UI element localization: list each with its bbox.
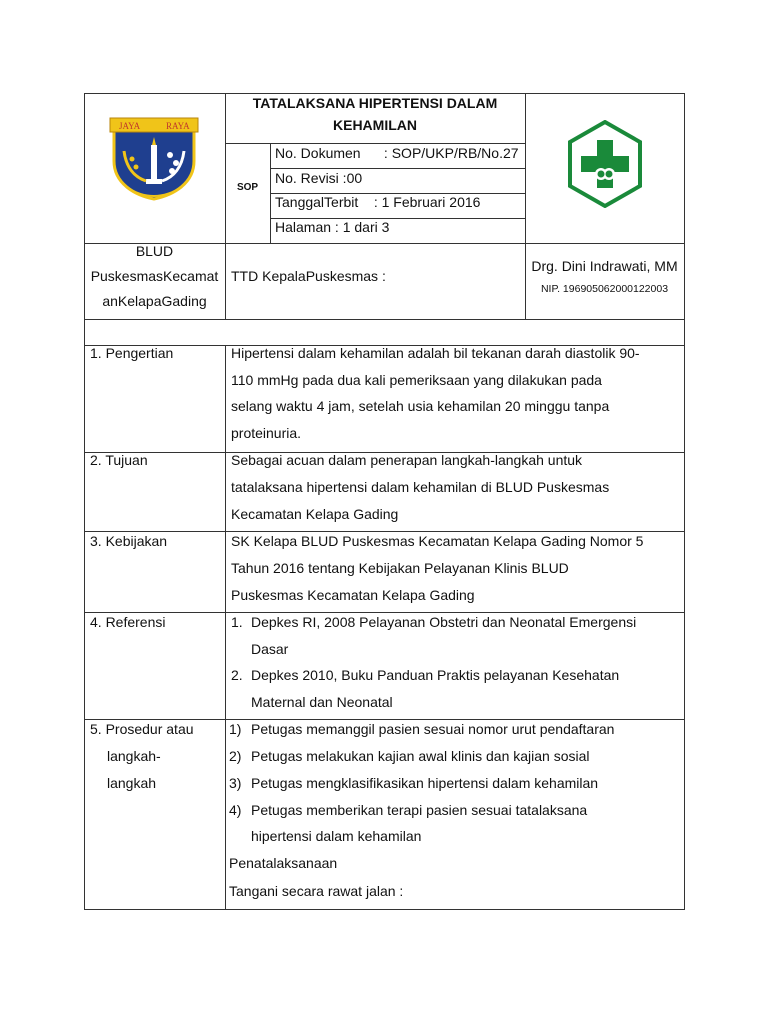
section-label-kebijakan: 3. Kebijakan (90, 533, 168, 549)
referensi-item-1-line-2: Dasar (251, 641, 289, 657)
section-label-pengertian: 1. Pengertian (90, 345, 174, 361)
prosedur-step-3-number: 3) (229, 775, 242, 791)
section-label-referensi: 4. Referensi (90, 614, 166, 630)
pengertian-text-line-1: Hipertensi dalam kehamilan adalah bil tekanan darah diastolik 90- (231, 345, 640, 361)
referensi-item-2-line-1: Depkes 2010, Buku Panduan Praktis pelayanan Kesehatan (251, 667, 620, 683)
org-name-line-3: anKelapaGading (102, 293, 207, 309)
doc-page: Halaman : 1 dari 3 (275, 219, 390, 235)
doc-date: TanggalTerbit : 1 Februari 2016 (275, 194, 481, 210)
rawat-jalan-text: Tangani secara rawat jalan : (229, 883, 404, 899)
crest-text-jaya: JAYA (119, 121, 141, 131)
doc-revision: No. Revisi :00 (275, 170, 363, 186)
row-line-5 (84, 319, 685, 320)
table-border-left (84, 93, 85, 910)
referensi-item-1-line-1: Depkes RI, 2008 Pelayanan Obstetri dan Neonatal Emergensi (251, 614, 637, 630)
section-label-prosedur-line-1: 5. Prosedur atau (90, 721, 194, 737)
tujuan-text-line-2: tatalaksana hipertensi dalam kehamilan di BLUD Puskesmas (231, 479, 610, 495)
pengertian-text-line-3: selang waktu 4 jam, setelah usia kehamilan 20 minggu tanpa (231, 398, 610, 414)
section-label-tujuan: 2. Tujuan (90, 452, 148, 468)
ttd-label: TTD KepalaPuskesmas : (231, 268, 386, 284)
tujuan-text-line-1: Sebagai acuan dalam penerapan langkah-langkah untuk (231, 452, 583, 468)
referensi-item-1-number: 1. (231, 614, 243, 630)
prosedur-step-1-number: 1) (229, 721, 242, 737)
prosedur-step-2: Petugas melakukan kajian awal klinis dan kajian sosial (251, 748, 590, 764)
table-border-right (684, 93, 685, 910)
pengertian-text-line-2: 110 mmHg pada dua kali pemeriksaan yang dilakukan pada (231, 372, 602, 388)
kebijakan-text-line-2: Tahun 2016 tentang Kebijakan Pelayanan Klinis BLUD (231, 560, 569, 576)
prosedur-step-4-line-1: Petugas memberikan terapi pasien sesuai tatalaksana (251, 802, 588, 818)
document-title-line-1: TATALAKSANA HIPERTENSI DALAM (252, 95, 498, 111)
jaya-raya-crest-logo (106, 115, 202, 201)
signer-nip: NIP. 196905062000122003 (540, 283, 669, 295)
referensi-item-2-number: 2. (231, 667, 243, 683)
org-name-line-1: BLUD (135, 243, 174, 259)
crest-text-raya: RAYA (166, 121, 190, 131)
kebijakan-text-line-1: SK Kelapa BLUD Puskesmas Kecamatan Kelapa Gading Nomor 5 (231, 533, 644, 549)
section-label-prosedur-line-2: langkah- (107, 748, 161, 764)
org-name-line-2: PuskesmasKecamat (90, 268, 219, 284)
signer-name: Drg. Dini Indrawati, MM (531, 258, 678, 274)
puskesmas-logo (567, 120, 643, 208)
kebijakan-text-line-3: Puskesmas Kecamatan Kelapa Gading (231, 587, 475, 603)
table-border-bottom (84, 909, 685, 910)
prosedur-step-1: Petugas memanggil pasien sesuai nomor urut pendaftaran (251, 721, 615, 737)
doc-number: No. Dokumen : SOP/UKP/RB/No.27 (275, 145, 519, 161)
pengertian-text-line-4: proteinuria. (231, 425, 302, 441)
sop-label: SOP (236, 182, 259, 193)
prosedur-step-3: Petugas mengklasifikasikan hipertensi dalam kehamilan (251, 775, 599, 791)
section-label-prosedur-line-3: langkah (107, 775, 157, 791)
referensi-item-2-line-2: Maternal dan Neonatal (251, 694, 393, 710)
penatalaksanaan-heading: Penatalaksanaan (229, 855, 338, 871)
body-divider (225, 345, 226, 910)
prosedur-step-4-number: 4) (229, 802, 242, 818)
document-title-line-2: KEHAMILAN (333, 117, 417, 133)
tujuan-text-line-3: Kecamatan Kelapa Gading (231, 506, 399, 522)
prosedur-step-4-line-2: hipertensi dalam kehamilan (251, 828, 422, 844)
prosedur-step-2-number: 2) (229, 748, 242, 764)
